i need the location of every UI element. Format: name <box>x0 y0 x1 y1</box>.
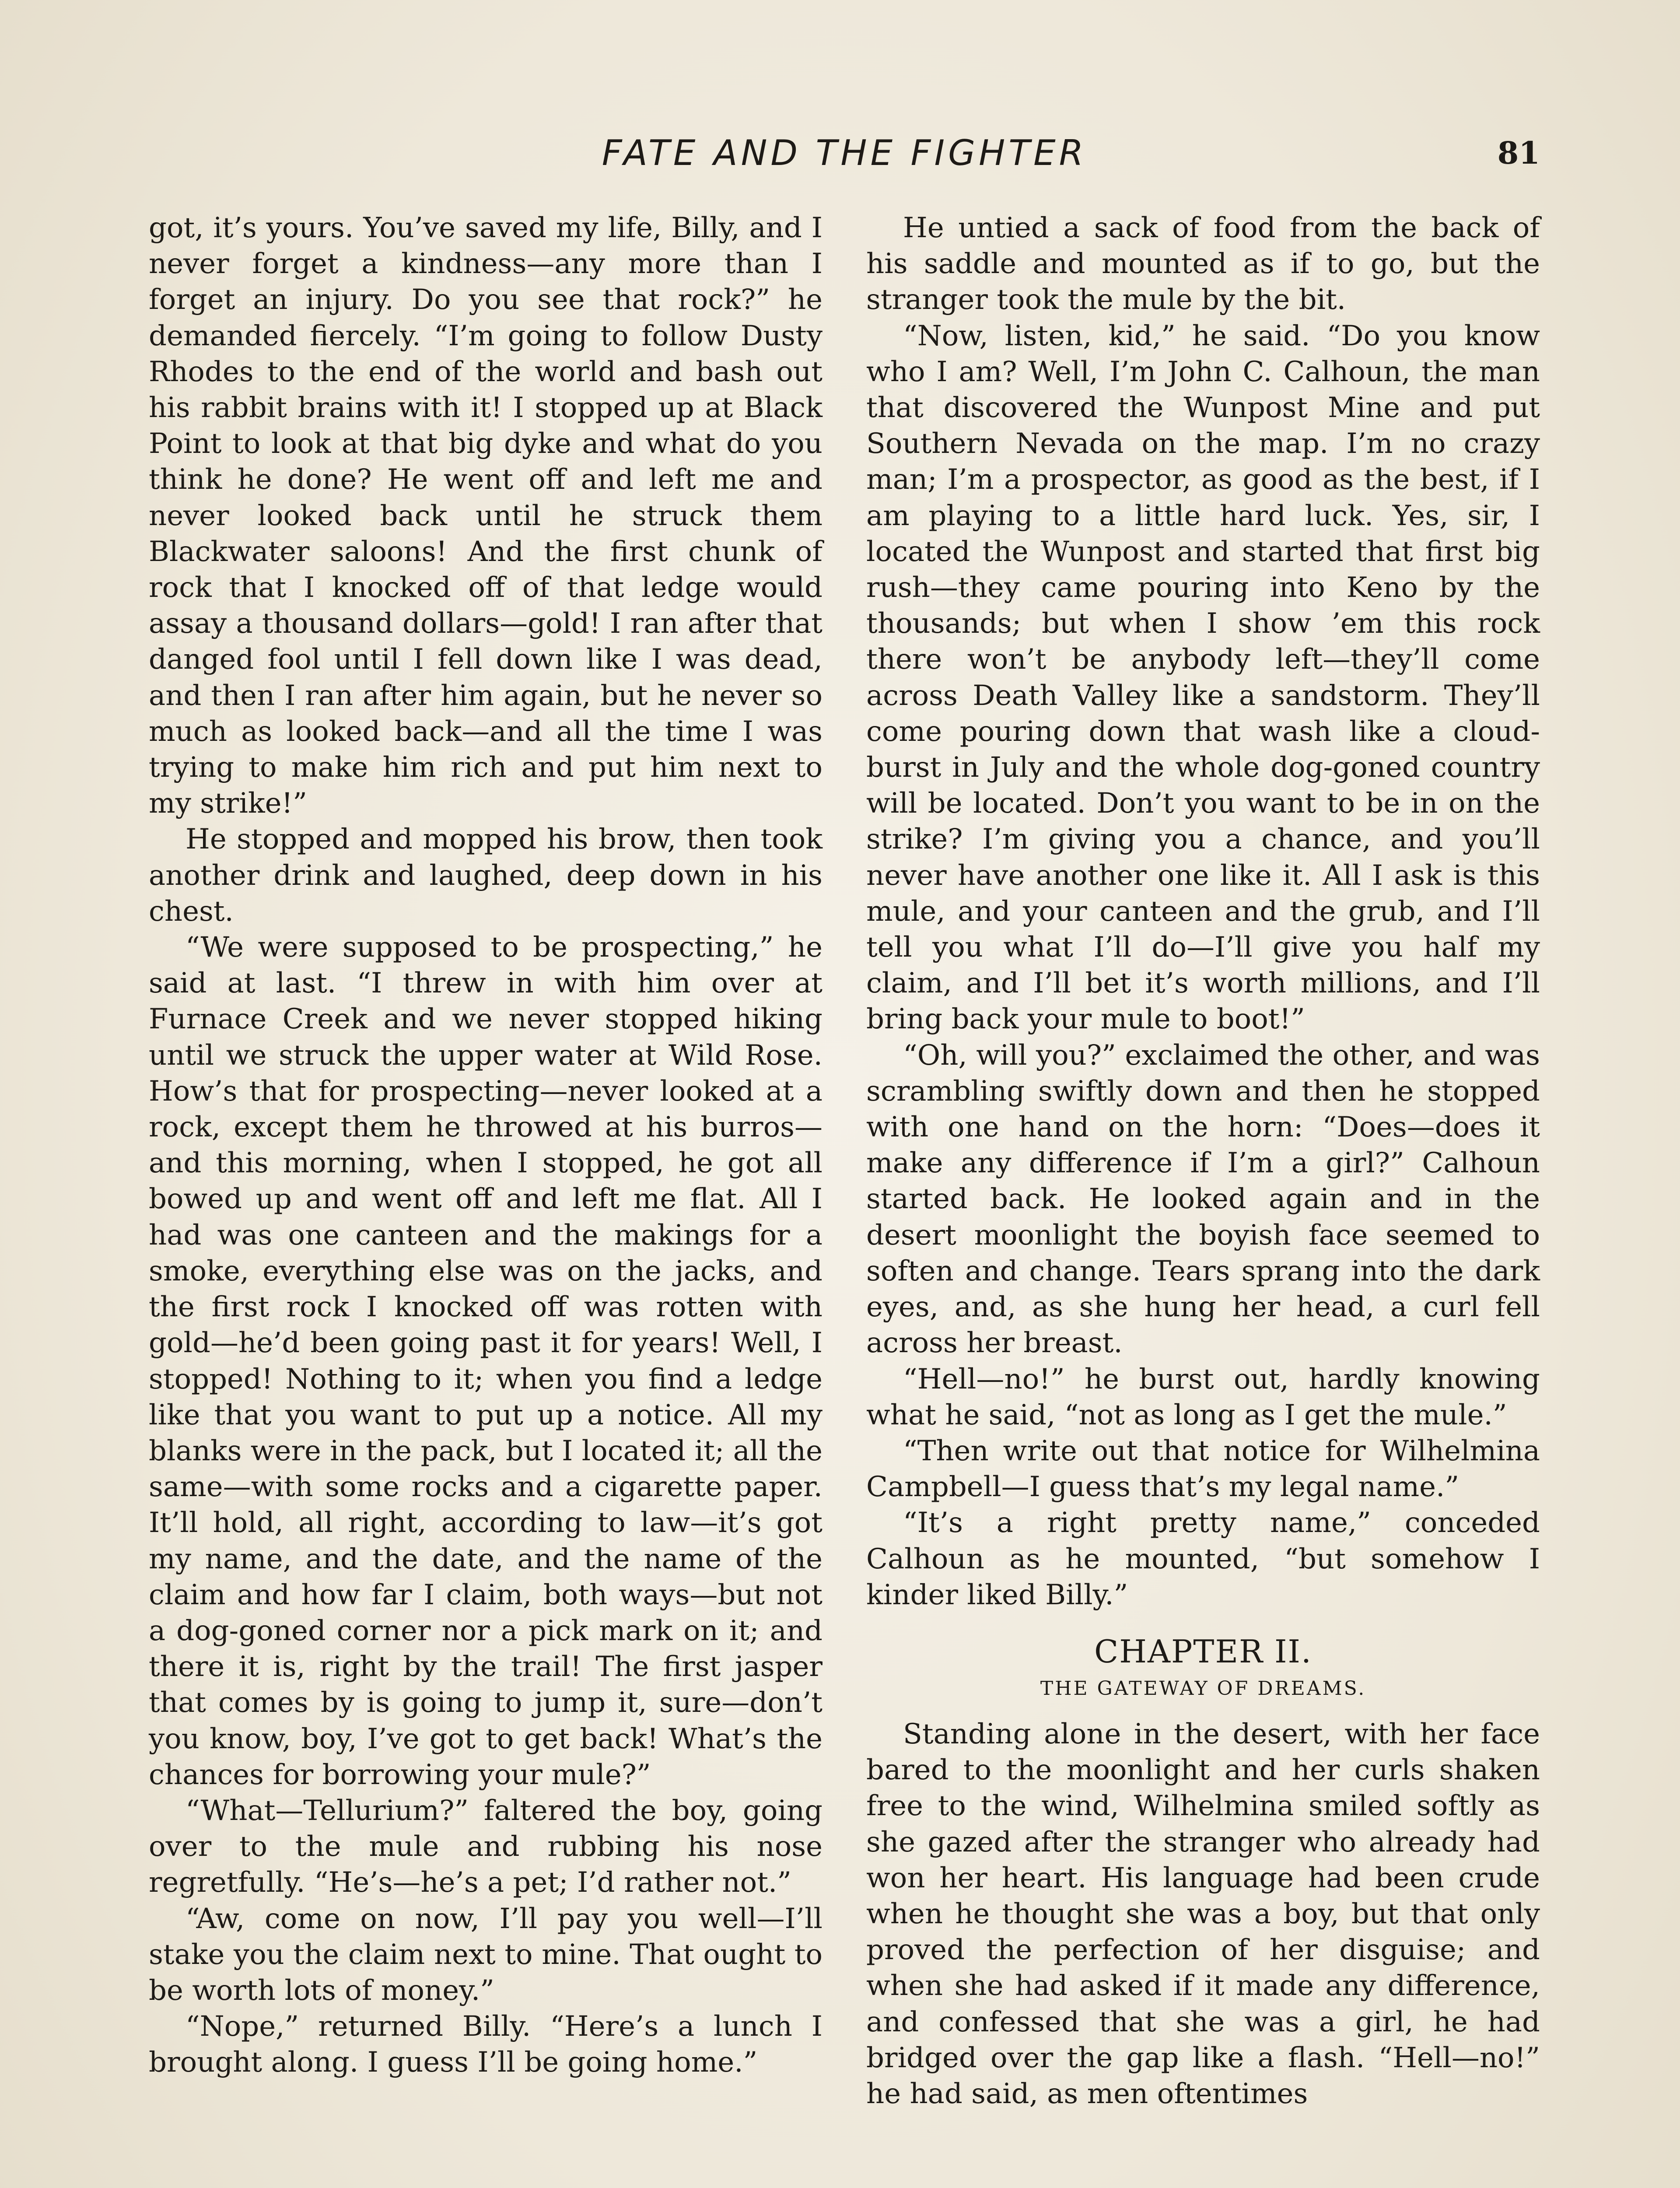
paragraph: got, it’s yours. You’ve saved my life, Billy, and I never forget a kindness—any more than I forget an injury. Do you see that rock?” he demanded fiercely. “I’m going to follow Dusty Rhodes to the end of the world and bash out his rabbit brains with it! I stopped up at Black Point to look at that big dyke and what do you think he done? He went off and left me and never looked back until he struck them Blackwater saloons! And the first chunk of rock that I knocked off of that ledge would assay a thousand dollars—gold! I ran after that danged fool until I fell down like I was dead, and then I ran after him again, but he never so much as looked back—and all the time I was trying to make him rich and put him next to my strike!” <box>149 212 822 820</box>
left-column <box>149 210 822 2081</box>
page-header <box>149 131 1540 184</box>
page-number: 81 <box>1497 135 1540 171</box>
chapter-subtitle: THE GATEWAY OF DREAMS. <box>1040 1677 1366 1700</box>
paragraph: “We were supposed to be prospecting,” he said at last. “I threw in with him over at Furnace Creek and we never stopped hiking until we struck the upper water at Wild Rose. How’s that for prospecting—never looked at a rock, except them he throwed at his burros—and this morning, when I stopped, he got all bowed up and went off and left me flat. All I had was one canteen and the makings for a smoke, everything else was on the jacks, and the first rock I knocked off was rotten with gold—he’d been going past it for years! Well, I stopped! Nothing to it; when you find a ledge like that you want to put up a notice. All my blanks were in the pack, but I located it; all the same—with some rocks and a cigarette paper. It’ll hold, all right, according to law—it’s got my name, and the date, and the name of the claim and how far I claim, both ways—but not a dog-goned corner nor a pick mark on it; and there it is, right by the trail! The first jasper that comes by is going to jump it, sure—don’t you know, boy, I’ve got to get back! What’s the chances for borrowing your mule?” <box>149 931 822 1791</box>
right-column <box>866 210 1540 2112</box>
paragraph: “Nope,” returned Billy. “Here’s a lunch I brought along. I guess I’ll be going home.” <box>149 2010 822 2079</box>
paragraph: “Now, listen, kid,” he said. “Do you know who I am? Well, I’m John C. Calhoun, the man that discovered the Wunpost Mine and put Southern Nevada on the map. I’m no crazy man; I’m a prospector, as good as the best, if I am playing to a little hard luck. Yes, sir, I located the Wunpost and started that first big rush—they came pouring into Keno by the thousands; but when I show ’em this rock there won’t be anybody left—they’ll come across Death Valley like a sandstorm. They’ll come pouring down that wash like a cloud-burst in July and the whole dog-goned country will be located. Don’t you want to be in on the strike? I’m giving you a chance, and you’ll never have another one like it. All I ask is this mule, and your canteen and the grub, and I’ll tell you what I’ll do—I’ll give you half my claim, and I’ll bet it’s worth millions, and I’ll bring back your mule to boot!” <box>866 319 1540 1036</box>
paragraph: “Aw, come on now, I’ll pay you well—I’ll stake you the claim next to mine. That ought to be worth lots of money.” <box>149 1902 822 2007</box>
running-title: FATE AND THE FIGHTER <box>602 133 1087 173</box>
paragraph: He stopped and mopped his brow, then took another drink and laughed, deep down in his chest. <box>149 823 822 928</box>
paragraph: “Oh, will you?” exclaimed the other, and was scrambling swiftly down and then he stopped with one hand on the horn: “Does—does it make any difference if I’m a girl?” Calhoun started back. He looked again and in the desert moonlight the boyish face seemed to soften and change. Tears sprang into the dark eyes, and, as she hung her head, a curl fell across her breast. <box>866 1039 1540 1360</box>
paragraph: He untied a sack of food from the back of his saddle and mounted as if to go, but the stranger took the mule by the bit. <box>866 212 1540 316</box>
paragraph: “Then write out that notice for Wilhelmina Campbell—I guess that’s my legal name.” <box>866 1434 1540 1504</box>
paragraph: “Hell—no!” he burst out, hardly knowing what he said, “not as long as I get the mule.” <box>866 1363 1540 1431</box>
paragraph: “What—Tellurium?” faltered the boy, going over to the mule and rubbing his nose regretfully. “He’s—he’s a pet; I’d rather not.” <box>149 1794 822 1899</box>
paragraph: “It’s a right pretty name,” conceded Calhoun as he mounted, “but somehow I kinder liked Billy.” <box>866 1507 1540 1611</box>
chapter-heading: CHAPTER II. <box>1094 1633 1312 1670</box>
paragraph: Standing alone in the desert, with her face bared to the moonlight and her curls shaken free to the wind, Wilhelmina smiled softly as she gazed after the stranger who already had won her heart. His language had been crude when he thought she was a boy, but that only proved the perfection of her disguise; and when she had asked if it made any difference, and confessed that she was a girl, he had bridged over the gap like a flash. “Hell—no!” he had said, as men oftentimes <box>866 1718 1540 2110</box>
